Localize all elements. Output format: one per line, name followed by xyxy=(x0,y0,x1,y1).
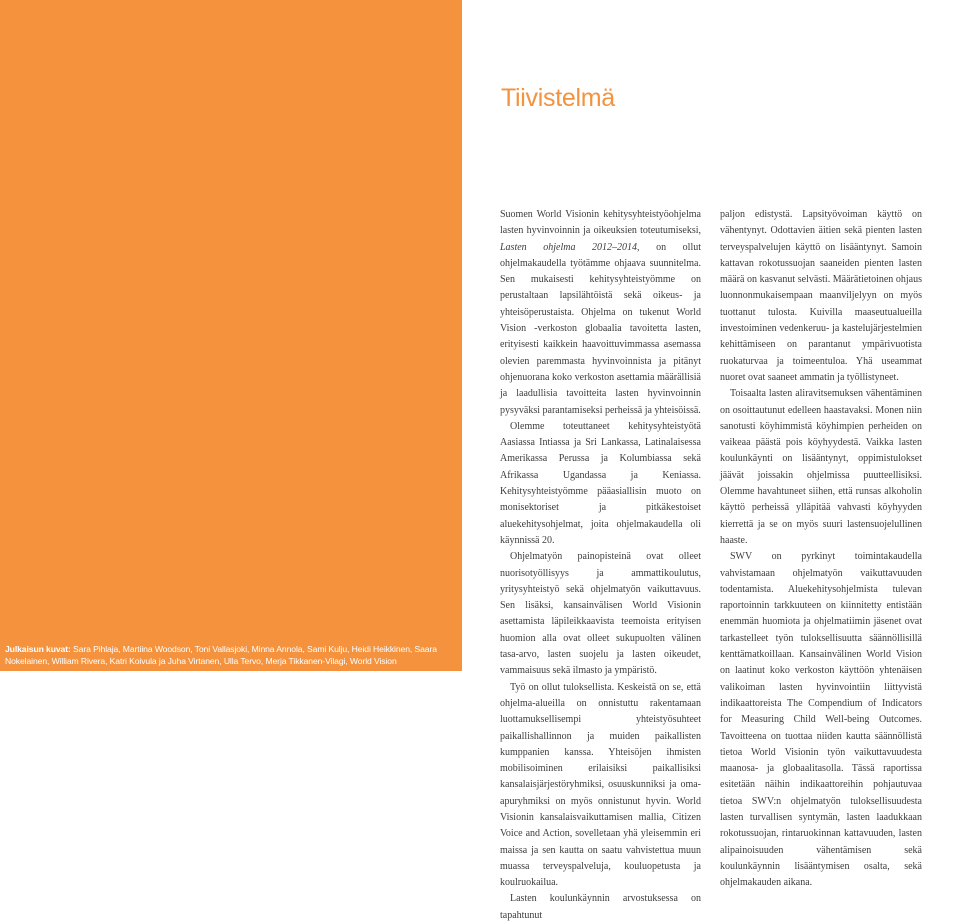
program-name: Lasten ohjelma 2012–2014 xyxy=(500,241,638,253)
text-column-2 xyxy=(720,207,922,891)
paragraph-impact: SWV on pyrkinyt toimintakaudella vahvistamaan ohjelmatyön vaikuttavuuden todentamista. Aluekehitysohjelmista tulevan raportoinnin tarkkuuteen on kiinnitetty entistään enemmän huomiota ja ohjelmatiimin jäsenet ovat tarkastelleet työn tuloksellisuutta säännöllisillä kenttämatkoillaan. Kansainvälinen World Vision on laatinut koko verkoston käyttöön yhtenäisen valikoiman lasten hyvinvointiin liittyvistä indikaattoreista The Compendium of Indicators for Measuring Child Well-being Outcomes. Tavoitteena on tuottaa niiden kautta säännöllistä tietoa World Visionin työn vaikuttavuudesta maanosa- ja globaalitasolla. Tässä raportissa esitetään näihin indikaattoreihin pohjautuvaa tietoa SWV:n ohjelmatyön tuloksellisuudesta lasten turvallisen syntymän, lasten laadukkaan rokotussuojan, rintaruokinnan kattavuuden, lasten alipainoisuuden vähentämisen sekä koulunkäynnin lisääntymisen osalta, sekä ohjelmakauden aikana. xyxy=(720,551,922,889)
photo-credits-names: Sara Pihlaja, Martiina Woodson, Toni Vallasjoki, Minna Annola, Sami Kulju, Heidi Heikkinen, Saara Nokelainen, William Rivera, Katri Koivula ja Juha Virtanen, Ulla Tervo, Merja Tikkanen-Vilagi, World Vision xyxy=(5,644,437,666)
intro-text-start: Suomen World Visionin kehitysyhteistyöohjelma lasten hyvinvoinnin ja oikeuksien toteutumiseksi, xyxy=(500,209,701,237)
intro-text-end: , on ollut ohjelmakaudella työtämme ohjaava suunnitelma. Sen mukaisesti kehitysyhteistyömme on perustaltaan lapsilähtöistä sekä oikeus- ja yhteisöperustaista. Ohjelma on tukenut World Vision -verkoston globaalia tavoitetta lasten, erityisesti kaikkein haavoittuvimmassa asemassa olevien paremmasta hyvinvoinnista ja pitänyt ohjenuorana koko verkoston asettamia määrällisiä ja laadullisia tavoitteita lasten hyvinvoinnin pysyväksi parantamiseksi perheissä ja yhteisöissä. xyxy=(500,241,701,416)
paragraph-intro xyxy=(500,207,701,419)
paragraph-progress: paljon edistystä. Lapsityövoiman käyttö on vähentynyt. Odottavien äitien sekä pienten lasten terveyspalvelujen käyttö on lisääntynyt. Samoin kattavan rokotussuojan saaneiden pienten lasten määrä on kasvanut selvästi. Määrätietoinen ohjaus luonnonmukaisempaan maanviljelyyn on myös tuottanut tulosta. Kuivilla maaseutualueilla investoiminen vedenkeruu- ja kastelujärjestelmien kehittämiseen on parantanut ympärivuotista ruokaturvaa ja toimeentuloa. Yhä useammat nuoret ovat saaneet ammatin ja työllistyneet. xyxy=(720,209,922,383)
paragraph-focus: Ohjelmatyön painopisteinä ovat olleet nuorisotyöllisyys ja ammattikoulutus, yritysyhteistyö sekä ohjelmatyön vaikuttavuus. Sen lisäksi, kansainvälisen World Visionin asettamista läpileikkaavista teemoista erityisen huomion alla ovat olleet sukupuolten välinen tasa-arvo, lasten suojelu ja lasten oikeudet, vammaisuus sekä ilmasto ja ympäristö. xyxy=(500,551,701,677)
paragraph-schooling-start: Lasten koulunkäynnin arvostuksessa on tapahtunut xyxy=(500,893,701,921)
photo-credits xyxy=(5,643,455,667)
text-column-1 xyxy=(500,207,701,924)
orange-cover-panel xyxy=(0,0,462,671)
paragraph-results: Työ on ollut tuloksellista. Keskeistä on se, että ohjelma-alueilla on onnistuttu rakentamaan luottamuksellisempi yhteistyösuhteet paikallishallinnon ja muiden paikallisten kumppanien kanssa. Yhteisöjen ihmisten mobilisoiminen erilaisiksi paikallisiksi kansalaisjärjestöryhmiksi, osuuskunniksi ja oma-apuryhmiksi on myös onnistunut hyvin. World Visionin kansalaisvaikuttamisen mallia, Citizen Voice and Action, sovelletaan yhä yleisemmin eri maissa ja sen kautta on saatu vahvistettua muun muassa terveyspalveluja, kouluopetusta ja koulruokailua. xyxy=(500,681,701,889)
paragraph-challenges: Toisaalta lasten aliravitsemuksen vähentäminen on osoittautunut edelleen haastavaksi. Monen niin sanotusti köyhimmistä köyhimpien perheiden on vaikeaa päästä pois köyhyydestä. Vaikka lasten koulunkäynti on lisääntynyt, oppimistulokset jäävät joissakin ohjelmissa puutteellisiksi. Olemme havahtuneet siihen, että runsas alkoholin käyttö perheissä ylläpitää vahvasti köyhyyden kierrettä ja se on myös suuri lastensuojelullinen haaste. xyxy=(720,388,922,546)
paragraph-regions: Olemme toteuttaneet kehitysyhteistyötä Aasiassa Intiassa ja Sri Lankassa, Latinalaisessa Amerikassa Perussa ja Kolumbiassa sekä Afrikassa Ugandassa ja Keniassa. Kehitysyhteistyömme pääasiallisin muoto on monisektoriset ja pitkäkestoiset aluekehitysohjelmat, joita ohjelmakaudella oli käynnissä 20. xyxy=(500,420,701,546)
page-title: Tiivistelmä xyxy=(501,84,615,112)
photo-credits-label: Julkaisun kuvat: xyxy=(5,644,71,654)
